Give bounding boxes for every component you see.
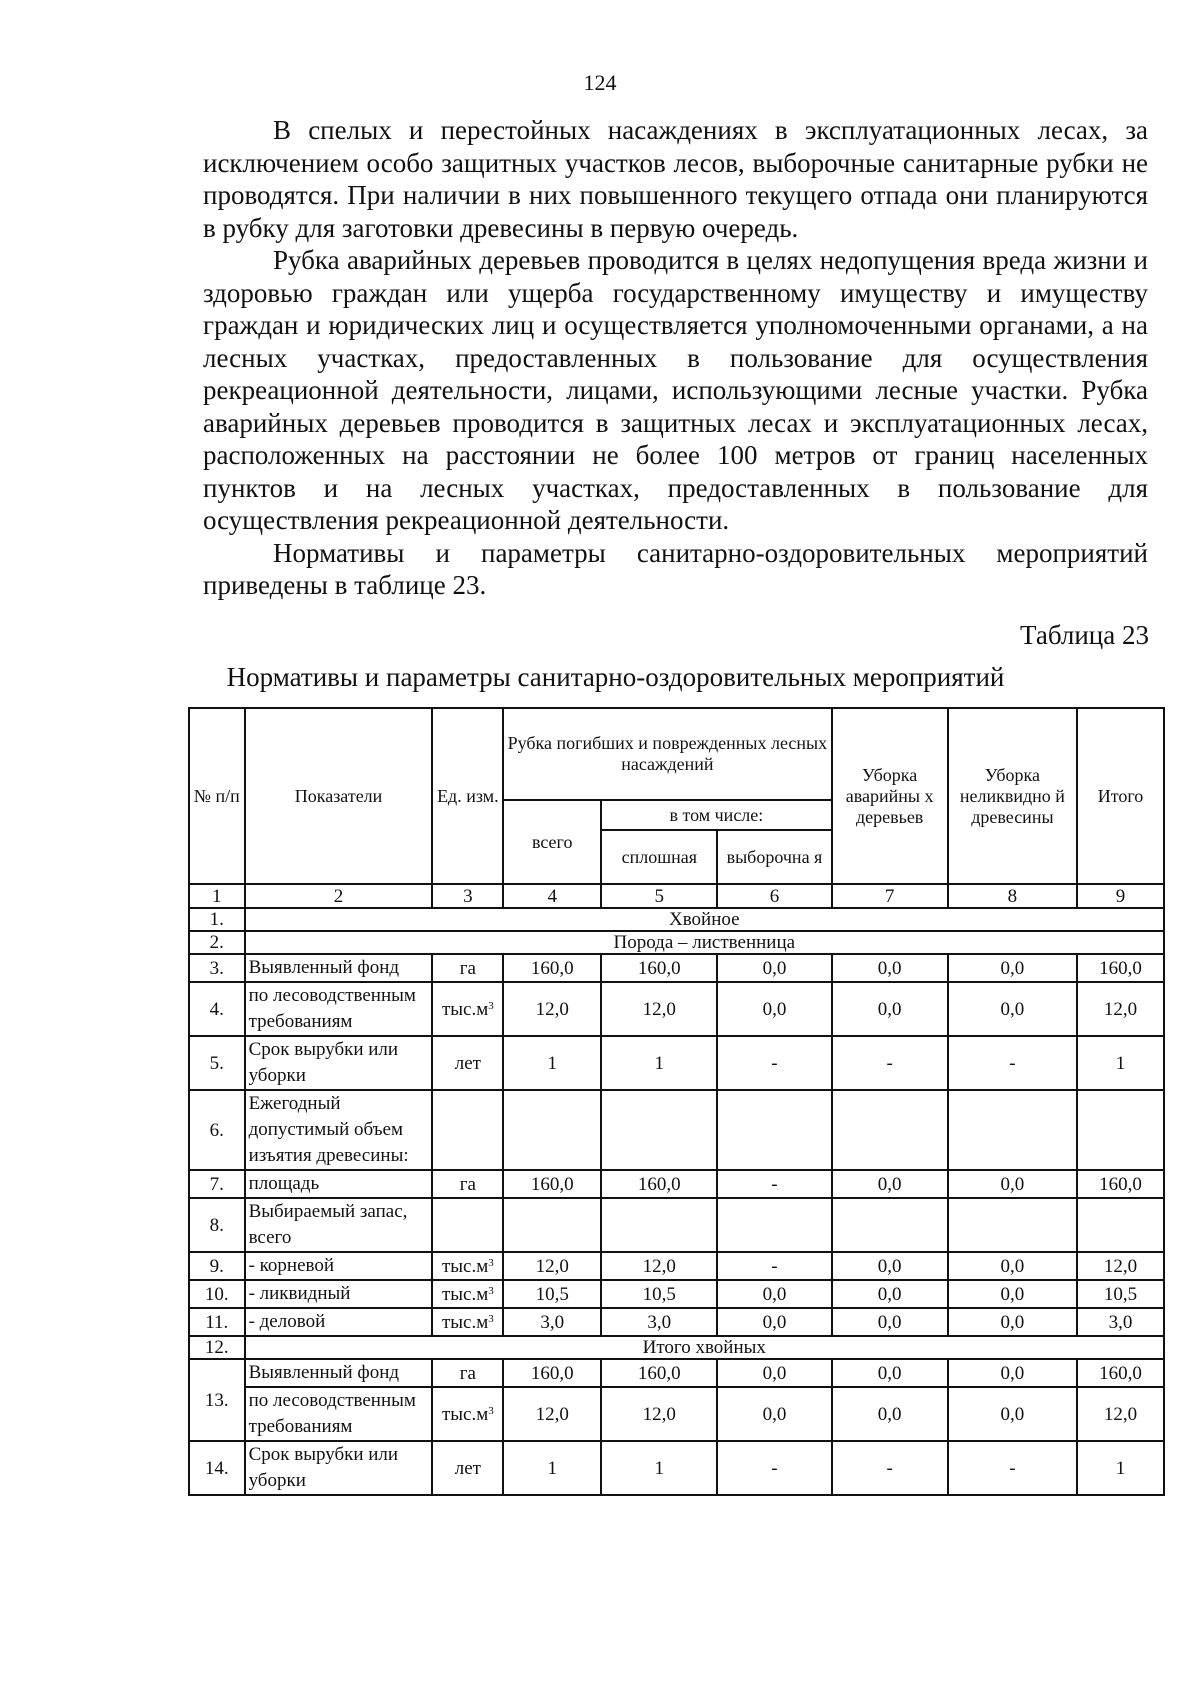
value-cell: 0,0	[832, 954, 948, 982]
indicator-cell: Срок вырубки или уборки	[245, 1441, 433, 1495]
table-title: Нормативы и параметры санитарно-оздоровительных мероприятий	[226, 662, 1005, 692]
value-cell: 12,0	[601, 1387, 717, 1441]
value-cell: 1	[503, 1036, 601, 1090]
value-cell: -	[717, 1170, 831, 1198]
row-number: 11.	[189, 1308, 245, 1336]
row-number: 2.	[189, 931, 245, 954]
unit-cell: лет	[432, 1036, 503, 1090]
column-number: 4	[503, 884, 601, 908]
table-row	[189, 1387, 1164, 1441]
column-number: 9	[1077, 884, 1164, 908]
value-cell: -	[717, 1036, 831, 1090]
header-emergency: Уборка аварийны х деревьев	[832, 708, 948, 884]
column-number: 3	[432, 884, 503, 908]
value-cell	[1077, 1090, 1164, 1170]
unit-cell: $тыс.м^3$	[432, 1308, 503, 1336]
table-row	[189, 1308, 1164, 1336]
value-cell: 1	[1077, 1441, 1164, 1495]
value-cell: 1	[503, 1441, 601, 1495]
value-cell: 160,0	[1077, 954, 1164, 982]
table-row	[189, 1252, 1164, 1280]
value-cell: 160,0	[601, 954, 717, 982]
value-cell: 0,0	[832, 1170, 948, 1198]
unit-superscript: 3	[488, 1312, 494, 1325]
value-cell: 0,0	[717, 954, 831, 982]
header-total: Итого	[1077, 708, 1164, 884]
value-cell: 160,0	[1077, 1359, 1164, 1387]
value-cell: -	[832, 1441, 948, 1495]
row-number: 5.	[189, 1036, 245, 1090]
row-number: 1.	[189, 908, 245, 931]
unit-cell: $тыс.м^3$	[432, 982, 503, 1036]
unit-superscript: 3	[488, 1404, 494, 1417]
column-number: 6	[717, 884, 831, 908]
value-cell: -	[717, 1252, 831, 1280]
row-number: 13.	[189, 1359, 245, 1441]
row-number: 14.	[189, 1441, 245, 1495]
indicator-cell: Выбираемый запас, всего	[245, 1198, 433, 1252]
indicator-cell: - деловой	[245, 1308, 433, 1336]
value-cell: 0,0	[717, 1280, 831, 1308]
value-cell: 1	[601, 1441, 717, 1495]
row-number: 12.	[189, 1336, 245, 1359]
section-row	[189, 931, 1164, 954]
row-number: 3.	[189, 954, 245, 982]
header-no: № п/п	[189, 708, 245, 884]
unit-cell: га	[432, 1170, 503, 1198]
value-cell: 160,0	[503, 1359, 601, 1387]
table-row	[189, 954, 1164, 982]
value-cell: 0,0	[832, 1308, 948, 1336]
unit-superscript: 3	[488, 1256, 494, 1269]
unit-cell: $тыс.м^3$	[432, 1387, 503, 1441]
value-cell: 3,0	[503, 1308, 601, 1336]
value-cell: 10,5	[601, 1280, 717, 1308]
value-cell	[717, 1198, 831, 1252]
header-selective: выборочна я	[717, 830, 831, 884]
header-including: в том числе:	[601, 800, 831, 830]
value-cell: 0,0	[832, 982, 948, 1036]
value-cell: 160,0	[1077, 1170, 1164, 1198]
value-cell: 0,0	[948, 1387, 1077, 1441]
row-number: 9.	[189, 1252, 245, 1280]
section-title: Порода – лиственница	[245, 931, 1164, 954]
table-label: Таблица 23	[1020, 620, 1149, 650]
column-numbers-row	[189, 884, 1164, 908]
value-cell: 12,0	[503, 1387, 601, 1441]
header-illiquid: Уборка неликвидно й древесины	[948, 708, 1077, 884]
section-row	[189, 1336, 1164, 1359]
value-cell: 12,0	[1077, 982, 1164, 1036]
value-cell	[717, 1090, 831, 1170]
value-cell: 12,0	[601, 982, 717, 1036]
indicator-cell: Ежегодный допустимый объем изъятия древесины:	[245, 1090, 433, 1170]
column-number: 5	[601, 884, 717, 908]
unit-superscript: 3	[488, 999, 494, 1012]
header-indicator: Показатели	[245, 708, 433, 884]
value-cell: 0,0	[948, 982, 1077, 1036]
row-number: 10.	[189, 1280, 245, 1308]
row-number: 6.	[189, 1090, 245, 1170]
value-cell: 10,5	[503, 1280, 601, 1308]
row-number: 4.	[189, 982, 245, 1036]
paragraph: Нормативы и параметры санитарно-оздоровительных мероприятий приведены в таблице 23.	[203, 537, 1148, 600]
column-number: 2	[245, 884, 433, 908]
value-cell	[832, 1090, 948, 1170]
table-row	[189, 982, 1164, 1036]
value-cell	[503, 1090, 601, 1170]
value-cell: 0,0	[948, 1308, 1077, 1336]
value-cell: -	[948, 1441, 1077, 1495]
indicator-cell: по лесоводственным требованиям	[245, 1387, 433, 1441]
indicator-cell: Выявленный фонд	[245, 954, 433, 982]
value-cell: 160,0	[503, 1170, 601, 1198]
unit-cell: $тыс.м^3$	[432, 1252, 503, 1280]
value-cell: 12,0	[503, 982, 601, 1036]
row-number: 8.	[189, 1198, 245, 1252]
header-clear: сплошная	[601, 830, 717, 884]
column-number: 1	[189, 884, 245, 908]
indicator-cell: Срок вырубки или уборки	[245, 1036, 433, 1090]
table-row	[189, 1198, 1164, 1252]
table-row	[189, 1441, 1164, 1495]
header-unit: Ед. изм.	[432, 708, 503, 884]
value-cell: 0,0	[948, 1280, 1077, 1308]
value-cell: 1	[601, 1036, 717, 1090]
value-cell: 0,0	[717, 1387, 831, 1441]
value-cell	[1077, 1198, 1164, 1252]
page-number: 124	[583, 70, 617, 95]
body-text	[203, 114, 1148, 602]
table-row	[189, 1090, 1164, 1170]
value-cell: 160,0	[601, 1359, 717, 1387]
table-row	[189, 1280, 1164, 1308]
indicator-cell: площадь	[245, 1170, 433, 1198]
unit-cell: га	[432, 1359, 503, 1387]
value-cell: -	[948, 1036, 1077, 1090]
value-cell: 12,0	[1077, 1387, 1164, 1441]
value-cell: 0,0	[948, 1359, 1077, 1387]
value-cell: 12,0	[601, 1252, 717, 1280]
value-cell: 0,0	[832, 1387, 948, 1441]
row-number: 7.	[189, 1170, 245, 1198]
value-cell	[948, 1198, 1077, 1252]
unit-cell: лет	[432, 1441, 503, 1495]
unit-cell	[432, 1090, 503, 1170]
unit-cell: $тыс.м^3$	[432, 1280, 503, 1308]
table-row	[189, 1036, 1164, 1090]
value-cell	[601, 1090, 717, 1170]
table-body	[189, 908, 1164, 1495]
indicator-cell: - корневой	[245, 1252, 433, 1280]
table-row	[189, 1359, 1164, 1387]
paragraph: Рубка аварийных деревьев проводится в целях недопущения вреда жизни и здоровью граждан или ущерба государственному имуществу и имуществу граждан и юридических лиц и осуществляется уполномоченными органами, а на лесных участках, предоставленных в пользование для осуществления рекреационной деятельности, лицами, использующими лесные участки. Рубка аварийных деревьев проводится в защитных лесах и эксплуатационных лесах, расположенных на расстоянии не более 100 метров от границ населенных пунктов и на лесных участках, предоставленных в пользование для осуществления рекреационной деятельности.	[203, 245, 1148, 535]
column-number: 8	[948, 884, 1077, 908]
indicator-cell: по лесоводственным требованиям	[245, 982, 433, 1036]
value-cell: 160,0	[503, 954, 601, 982]
value-cell	[832, 1198, 948, 1252]
norms-table	[188, 707, 1165, 1496]
value-cell: 1	[1077, 1036, 1164, 1090]
value-cell: -	[717, 1441, 831, 1495]
value-cell: 0,0	[717, 1359, 831, 1387]
value-cell: 0,0	[948, 1252, 1077, 1280]
unit-superscript: 3	[488, 1284, 494, 1297]
paragraph: В спелых и перестойных насаждениях в эксплуатационных лесах, за исключением особо защитных участков лесов, выборочные санитарные рубки не проводятся. При наличии в них повышенного текущего отпада они планируются в рубку для заготовки древесины в первую очередь.	[203, 115, 1148, 243]
column-number: 7	[832, 884, 948, 908]
value-cell: 0,0	[832, 1252, 948, 1280]
value-cell	[948, 1090, 1077, 1170]
indicator-cell: - ликвидный	[245, 1280, 433, 1308]
value-cell: 0,0	[832, 1359, 948, 1387]
value-cell: 160,0	[601, 1170, 717, 1198]
section-title: Итого хвойных	[245, 1336, 1164, 1359]
value-cell: 3,0	[1077, 1308, 1164, 1336]
value-cell	[601, 1198, 717, 1252]
unit-cell	[432, 1198, 503, 1252]
indicator-cell: Выявленный фонд	[245, 1359, 433, 1387]
section-row	[189, 908, 1164, 931]
value-cell: 0,0	[717, 982, 831, 1036]
unit-cell: га	[432, 954, 503, 982]
table-row	[189, 1170, 1164, 1198]
value-cell: 0,0	[948, 954, 1077, 982]
value-cell	[503, 1198, 601, 1252]
header-total-all: всего	[503, 800, 601, 884]
value-cell: 3,0	[601, 1308, 717, 1336]
header-felling-group: Рубка погибших и поврежденных лесных насаждений	[503, 708, 831, 800]
value-cell: -	[832, 1036, 948, 1090]
value-cell: 12,0	[503, 1252, 601, 1280]
value-cell: 12,0	[1077, 1252, 1164, 1280]
section-title: Хвойное	[245, 908, 1164, 931]
value-cell: 0,0	[832, 1280, 948, 1308]
value-cell: 0,0	[948, 1170, 1077, 1198]
value-cell: 10,5	[1077, 1280, 1164, 1308]
value-cell: 0,0	[717, 1308, 831, 1336]
